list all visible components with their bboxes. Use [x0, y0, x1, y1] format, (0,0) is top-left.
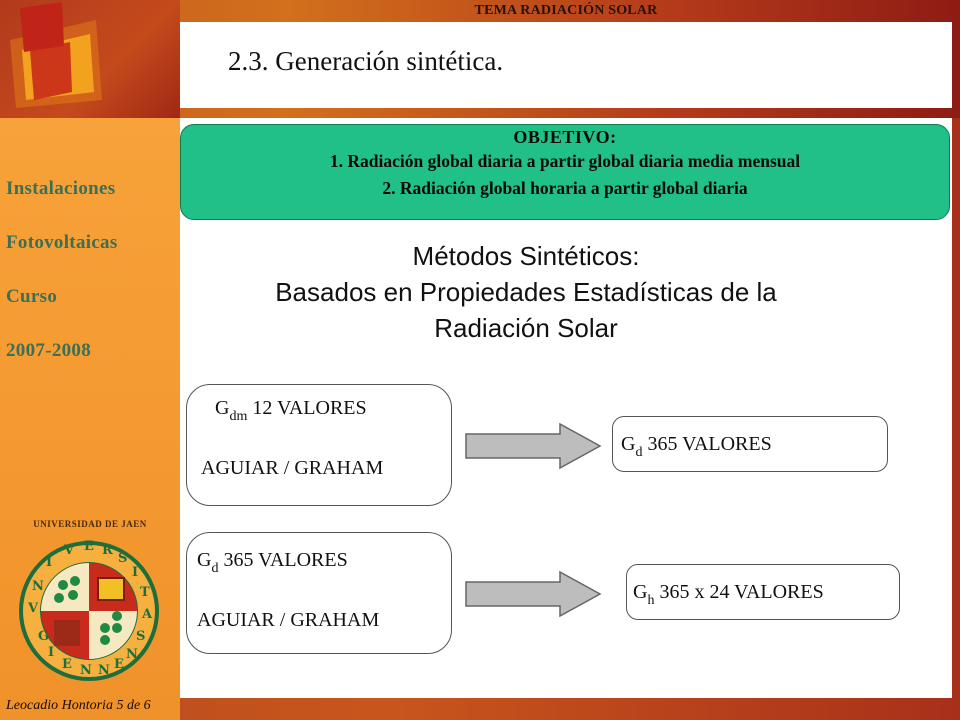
university-label: UNIVERSIDAD DE JAEN [33, 519, 147, 529]
symbol-g: G [633, 581, 648, 603]
university-seal-icon [18, 540, 160, 682]
svg-text:G: G [38, 629, 50, 644]
symbol-g: G [215, 397, 230, 419]
page-title: 2.3. Generación sintética. [228, 46, 504, 76]
subscript-d: d [635, 445, 643, 460]
svg-text:S: S [118, 551, 128, 566]
svg-text:N: N [32, 579, 44, 594]
methods-line-2: Basados en Propiedades Estadísticas de la [275, 277, 777, 307]
objective-line-1: 1. Radiación global diaria a partir global diaria media mensual [329, 151, 801, 171]
arrow-right-icon [464, 570, 604, 618]
logo [0, 0, 180, 118]
sidebar-item-year: 2007-2008 [6, 340, 92, 361]
svg-text:E: E [84, 540, 94, 554]
method-label: AGUIAR / GRAHAM [201, 457, 384, 479]
svg-text:I: I [48, 645, 55, 660]
values-count: 365 VALORES [647, 433, 772, 455]
svg-text:V: V [64, 543, 75, 558]
subscript-dm: dm [229, 409, 248, 424]
svg-text:S: S [136, 629, 146, 644]
method-label: AGUIAR / GRAHAM [197, 609, 380, 631]
footer-text: Leocadio Hontoria 5 de 6 [6, 698, 151, 713]
svg-text:V: V [28, 601, 39, 616]
sidebar-item-instalaciones: Instalaciones [6, 178, 116, 199]
sidebar-item-fotovoltaicas: Fotovoltaicas [6, 232, 118, 253]
subscript-d: d [211, 561, 219, 576]
topic-label: TEMA RADIACIÓN SOLAR [474, 3, 658, 18]
values-count: 365 VALORES [223, 549, 348, 571]
symbol-g: G [197, 549, 212, 571]
svg-text:T: T [140, 585, 150, 600]
svg-text:I: I [132, 565, 139, 580]
objective-heading: OBJETIVO: [513, 127, 617, 147]
svg-text:E: E [114, 657, 124, 672]
input-box-monthly-title [215, 397, 367, 425]
output-box-hourly [626, 564, 900, 620]
svg-text:N: N [126, 647, 138, 662]
input-box-daily [186, 532, 452, 654]
svg-text:A: A [142, 607, 153, 622]
output-box-daily [612, 416, 888, 472]
sidebar-item-curso: Curso [6, 286, 58, 307]
title-box [180, 22, 952, 108]
values-count: 365 x 24 VALORES [659, 581, 824, 603]
subscript-h: h [647, 593, 655, 608]
svg-text:I: I [46, 555, 53, 570]
objective-line-2: 2. Radiación global horaria a partir global diaria [382, 178, 748, 198]
values-count: 12 VALORES [252, 397, 367, 419]
svg-text:N: N [80, 663, 92, 678]
objective-box [180, 124, 950, 220]
arrow-right-icon [464, 422, 604, 470]
methods-text [180, 238, 872, 346]
input-box-monthly [186, 384, 452, 506]
sidebar [6, 176, 176, 392]
svg-text:R: R [102, 543, 113, 558]
methods-line-3: Radiación Solar [434, 313, 618, 343]
methods-line-1: Métodos Sintéticos: [412, 241, 640, 271]
svg-text:N: N [98, 663, 110, 678]
svg-text:E: E [62, 657, 72, 672]
symbol-g: G [621, 433, 636, 455]
